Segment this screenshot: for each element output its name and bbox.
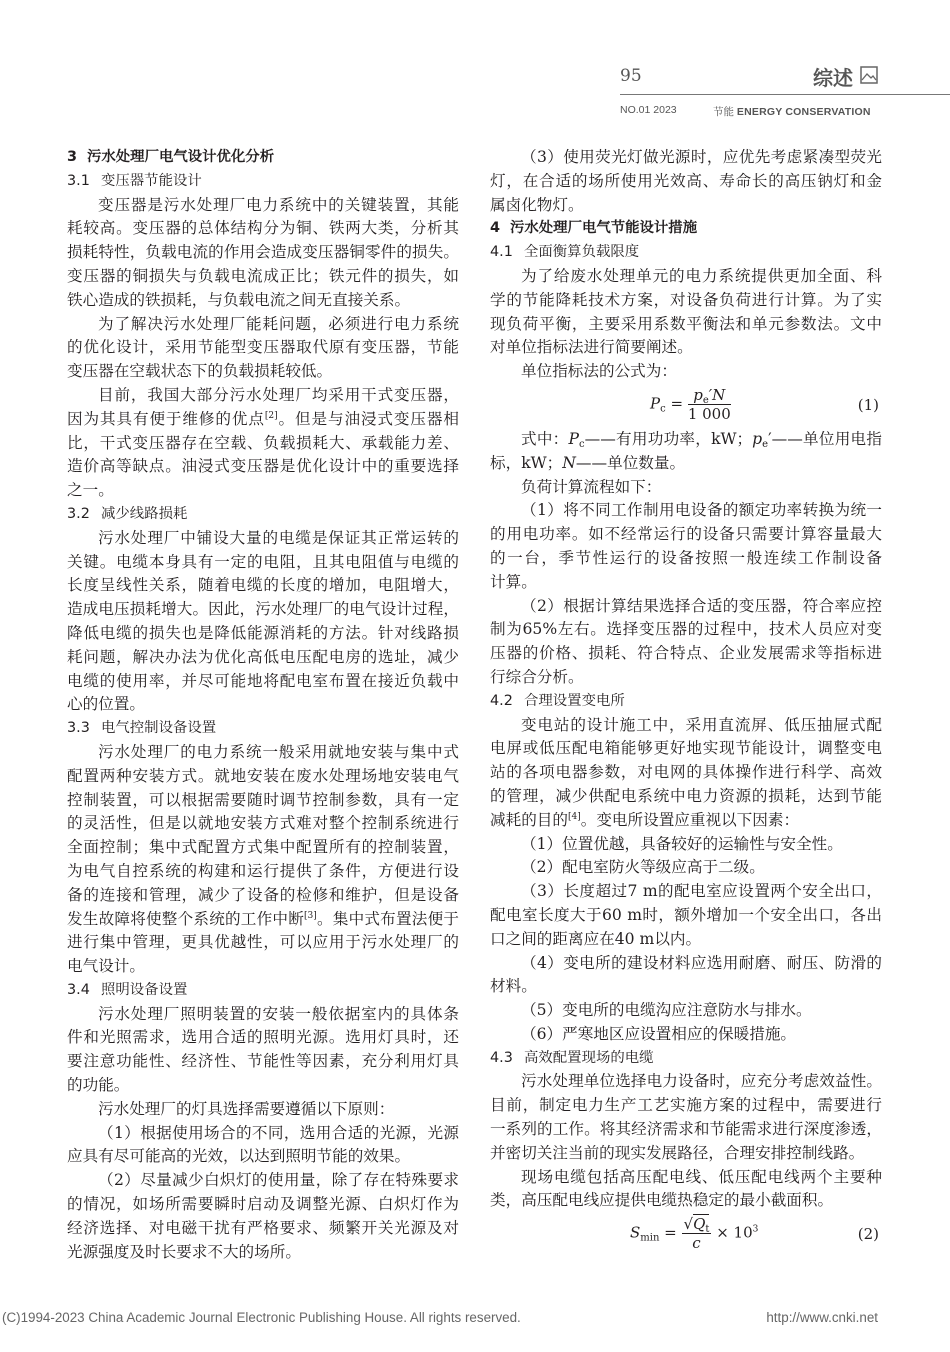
text-line: （1）将不同工作制用电设备的额定功率转换为统一 [521, 501, 882, 520]
section-heading [490, 217, 882, 241]
section-number: 4.3 [490, 1049, 513, 1066]
eq2-num-var: Q [693, 1215, 706, 1234]
text-line: 电气设计。 [67, 957, 145, 976]
text-line: 站的各项电器参数，对电网的具体操作进行科学、高效 [490, 763, 882, 782]
text-line: 现负荷平衡，主要采用系数平衡法和单元参数法。文中 [490, 314, 882, 333]
text-line: （5）变电所的电缆沟应注意防水与排水。 [521, 1001, 812, 1020]
section-heading [67, 979, 459, 1003]
section-heading [67, 146, 459, 170]
text-line: 污水处理厂中铺设大量的电缆是保证其正常运转的 [98, 528, 459, 547]
text-line: 降低电缆的损失也是降低能源消耗的方法。针对线路损 [67, 623, 459, 642]
section-heading [490, 1047, 882, 1071]
text-line: 铁心造成的铁损耗，与负载电流之间无直接关系。 [67, 290, 411, 309]
text-line: 变压器在空载状态下的负载损耗较低。 [67, 362, 333, 381]
eq2-lhs-sub: min [640, 1232, 660, 1244]
eq2-num-sub: t [705, 1224, 710, 1236]
section-number: 3.3 [67, 720, 90, 737]
text-line: 要注意功能性、经济性、节能性等因素，充分利用灯具 [67, 1052, 459, 1071]
eq1-lhs-sub: c [660, 403, 666, 415]
section-title-text: 合理设置变电所 [524, 692, 625, 709]
section-number: 3.4 [67, 981, 90, 998]
text-line: 负荷计算流程如下： [521, 477, 662, 496]
text-line: 造成电压损耗增大。因此，污水处理厂的电气设计过程， [67, 600, 459, 619]
text-line: 光源强度及时长要求不大的场所。 [67, 1242, 301, 1261]
text-line: 变压器的铜损失与负载电流成正比；铁元件的损失，如 [67, 266, 459, 285]
eq1-num: p [693, 385, 703, 404]
section-heading [67, 503, 459, 527]
text-line: 属卤化物灯。 [490, 195, 584, 214]
text-line: （6）严寒地区应设置相应的保暖措施。 [521, 1024, 797, 1043]
text-line: 污水处理厂的电力系统一般采用就地安装与集中式 [98, 742, 459, 761]
text-line: 电屏或低压配电箱能够更好地实现节能设计，调整变电 [490, 739, 882, 758]
text-line: 一系列的工作。将其经济需求和节能需求进行深度渗透， [490, 1120, 882, 1139]
text-line: 经济选择、对电磁干扰有严格要求、频繁开关光源及对 [67, 1218, 459, 1237]
site-link[interactable]: http://www.cnki.net [766, 1310, 878, 1325]
section-number: 3.2 [67, 505, 90, 522]
eq1-fraction [688, 386, 731, 423]
text-line: 备的连接和管理，减少了设备的检修和维护，但是设备 [67, 885, 459, 904]
text-line: 长度呈线性关系，随着电缆的长度的增加，电阻增大， [67, 576, 459, 595]
text-line: 之一。 [67, 481, 114, 500]
section-number: 3 [67, 149, 78, 165]
text-line: 目前，制定电力生产工艺实施方案的过程中，需要进行 [490, 1096, 882, 1115]
section-title-text: 全面衡算负载限度 [524, 244, 640, 261]
text-line: 污水处理厂照明装置的安装一般依据室内的具体条 [98, 1004, 459, 1023]
issue-number: NO.01 2023 [620, 104, 677, 116]
text-line: 耗问题，解决办法为优化高低电压配电房的选址，减少 [67, 647, 459, 666]
equation-2: $S_{min}$ = $\frac{√Q_t}{c}$ × $10^3$ (2) [630, 1215, 879, 1253]
where-line-1: 式中：$P_c——$有用功功率，kW；$p_e'——$单位用电指 [521, 429, 882, 450]
text-line: 比，干式变压器存在空载、负载损耗大、承载能力差、 [67, 433, 459, 452]
text-line: 配置两种安装方式。就地安装在废水处理场地安装电气 [67, 766, 459, 785]
journal-name-cn: 节能 [713, 106, 734, 118]
header-rule [620, 94, 950, 95]
text-line: 因为其具有便于维修的优点[2]。但是与油浸式变压器相 [67, 409, 459, 428]
text-line: （2）尽量减少白炽灯的使用量，除了存在特殊要求 [98, 1171, 459, 1190]
section-number: 4.2 [490, 692, 513, 709]
text-line: 控制装置，可以根据需要随时调节控制参数，具有一定 [67, 790, 459, 809]
section-number: 4 [490, 220, 501, 237]
text-line: 配电室长度大于60 m时，额外增加一个安全出口，各出 [490, 905, 882, 924]
text-line: 为了解决污水处理厂能耗问题，必须进行电力系统 [98, 314, 459, 333]
section-number: 3.1 [67, 172, 90, 189]
text-line: 制为65%左右。选择变压器的过程中，技术人员应对变 [490, 620, 882, 639]
text-line: 的用电功率。如不经常运行的设备只需要计算容量最大 [490, 525, 882, 544]
text-line: 的灵活性，但是以就地安装方式难对整个控制系统进行 [67, 814, 459, 833]
text-line: 污水处理厂的灯具选择需要遵循以下原则： [98, 1099, 395, 1118]
text-line: 为电气自控系统的构建和运行提供了条件，方便进行设 [67, 861, 459, 880]
section-number: 4.1 [490, 244, 513, 261]
eq2-lhs: S [630, 1223, 641, 1242]
text-line: 件和光照需求，选用合适的照明光源。选用灯具时，还 [67, 1028, 459, 1047]
eq2-fraction: $\frac{√Q_t}{c}$ [683, 1215, 710, 1253]
text-line: 造价高等缺点。油浸式变压器是优化设计中的重要选择 [67, 457, 459, 476]
text-line: 为了给废水处理单元的电力系统提供更加全面、科 [521, 266, 882, 285]
text-line: 材料。 [490, 977, 537, 996]
section-heading [490, 241, 882, 265]
journal-name-en: ENERGY CONSERVATION [736, 106, 871, 118]
text-line: 变压器是污水处理厂电力系统中的关键装置，其能 [98, 195, 459, 214]
text-line: （3）使用荧光灯做光源时，应优先考虑紧凑型荧光 [521, 148, 882, 166]
section-title-text: 变压器节能设计 [101, 172, 202, 189]
text-line: 计算。 [490, 572, 537, 591]
eq2-den: c [692, 1234, 701, 1253]
right-top-text [490, 146, 882, 384]
eq1-num-rest: ′N [708, 385, 726, 404]
copyright-text: (C)1994-2023 China Academic Journal Electronic Publishing House. All rights reserved. [2, 1310, 521, 1325]
text-line: 现场电缆包括高压配电线、低压配电线两个主要种 [521, 1167, 882, 1186]
text-line: 类，高压配电线应提供电缆热稳定的最小截面积。 [490, 1191, 834, 1210]
text-line: （4）变电所的建设材料应选用耐磨、耐压、防滑的 [521, 953, 882, 972]
text-line: 关键。电缆本身具有一定的电阻，且其电阻值与电缆的 [67, 552, 459, 571]
text-line: 学的节能降耗技术方案，对设备负荷进行计算。为了实 [490, 290, 882, 309]
right-column [490, 146, 882, 1257]
text-line: 变电站的设计施工中，采用直流屏、低压抽屉式配 [521, 715, 882, 734]
text-line: 电缆的使用率，并尽可能地将配电室布置在接近负载中 [67, 671, 459, 690]
text-line: 污水处理单位选择电力设备时，应充分考虑效益性。 [521, 1072, 882, 1091]
text-line: 目前，我国大部分污水处理厂均采用干式变压器， [98, 385, 459, 404]
text-line: 压器的价格、损耗、符合特点、企业发展需求等指标进 [490, 644, 882, 663]
text-line: 应具有尽可能高的光效，以达到照明节能的效果。 [67, 1147, 411, 1166]
eq1-lhs: P [650, 394, 661, 413]
text-line: 并密切关注当前的现实发展路径，合理安排控制线路。 [490, 1143, 865, 1162]
section-heading [490, 690, 882, 714]
text-line: 行综合分析。 [490, 667, 584, 686]
text-line: 进行集中管理，更具优越性，可以应用于污水处理厂的 [67, 933, 459, 952]
text-line: 损耗特性，负载电流的作用会造成变压器铜零件的损失。 [67, 243, 459, 262]
section-title-text: 高效配置现场的电缆 [524, 1049, 654, 1066]
text-line: 的管理，减少供配电系统中电力资源的损耗，达到节能 [490, 786, 882, 805]
text-line: 口之间的距离应在40 m以内。 [490, 929, 702, 948]
section-title-text: 减少线路损耗 [101, 505, 188, 522]
text-line: 灯，在合适的场所使用光效高、寿命长的高压钠灯和金 [490, 171, 882, 190]
section-title: 综述 [813, 66, 853, 90]
section-title-text: 照明设备设置 [101, 981, 188, 998]
eq1-number: (1) [857, 395, 879, 414]
text-line: （2）根据计算结果选择合适的变压器，符合率应控 [521, 596, 882, 615]
equation-1: $P_c$ = $\frac{p_e'N}{1 000}$ (1) [650, 385, 879, 423]
text-line: 的功能。 [67, 1076, 130, 1095]
section-title-text: 污水处理厂电气节能设计措施 [510, 220, 698, 237]
section-title-text: 电气控制设备设置 [101, 720, 217, 737]
text-line: （3）长度超过7 m的配电室应设置两个安全出口， [521, 882, 882, 901]
eq2-times: × 10 [716, 1223, 753, 1242]
text-line: 单位指标法的公式为： [521, 362, 677, 381]
text-line: 心的位置。 [67, 695, 145, 714]
text-line: 耗较高。变压器的总体结构分为铜、铁两大类，分析其 [67, 219, 459, 238]
eq2-exp: 3 [752, 1224, 759, 1235]
text-line: 减耗的目的[4]。变电所设置应重视以下因素： [490, 810, 800, 829]
section-title-text: 污水处理厂电气设计优化分析 [87, 149, 275, 165]
left-column [67, 146, 459, 1264]
right-mid-text [490, 476, 882, 1214]
journal-info [620, 104, 878, 116]
image-icon [860, 66, 878, 84]
eq1-den: 1 000 [687, 404, 731, 423]
eq2-number: (2) [857, 1225, 879, 1244]
page-number: 95 [620, 66, 642, 86]
section-heading [67, 170, 459, 194]
text-line: 对单位指标法进行简要阐述。 [490, 338, 693, 357]
where-line-2: 标，kW；N——单位数量。 [490, 453, 686, 472]
text-line: 的一台，季节性运行的设备按照一般连续工作制设备 [490, 548, 882, 567]
text-line: 全面控制；集中式配置方式集中配置所有的控制装置， [67, 838, 459, 857]
text-line: 的优化设计，采用节能型变压器取代原有变压器，节能 [67, 338, 459, 357]
text-line: 的情况，如场所需要瞬时启动及调整光源、白炽灯作为 [67, 1195, 459, 1214]
text-line: （1）根据使用场合的不同，选用合适的光源，光源 [98, 1123, 459, 1142]
text-line: （1）位置优越，具备较好的运输性与安全性。 [521, 834, 843, 853]
text-line: （2）配电室防火等级应高于二级。 [521, 858, 765, 877]
eq1-num-sub: e [702, 394, 709, 406]
section-heading [67, 717, 459, 741]
text-line: 发生故障将使整个系统的工作中断[3]。集中式布置法便于 [67, 909, 459, 928]
